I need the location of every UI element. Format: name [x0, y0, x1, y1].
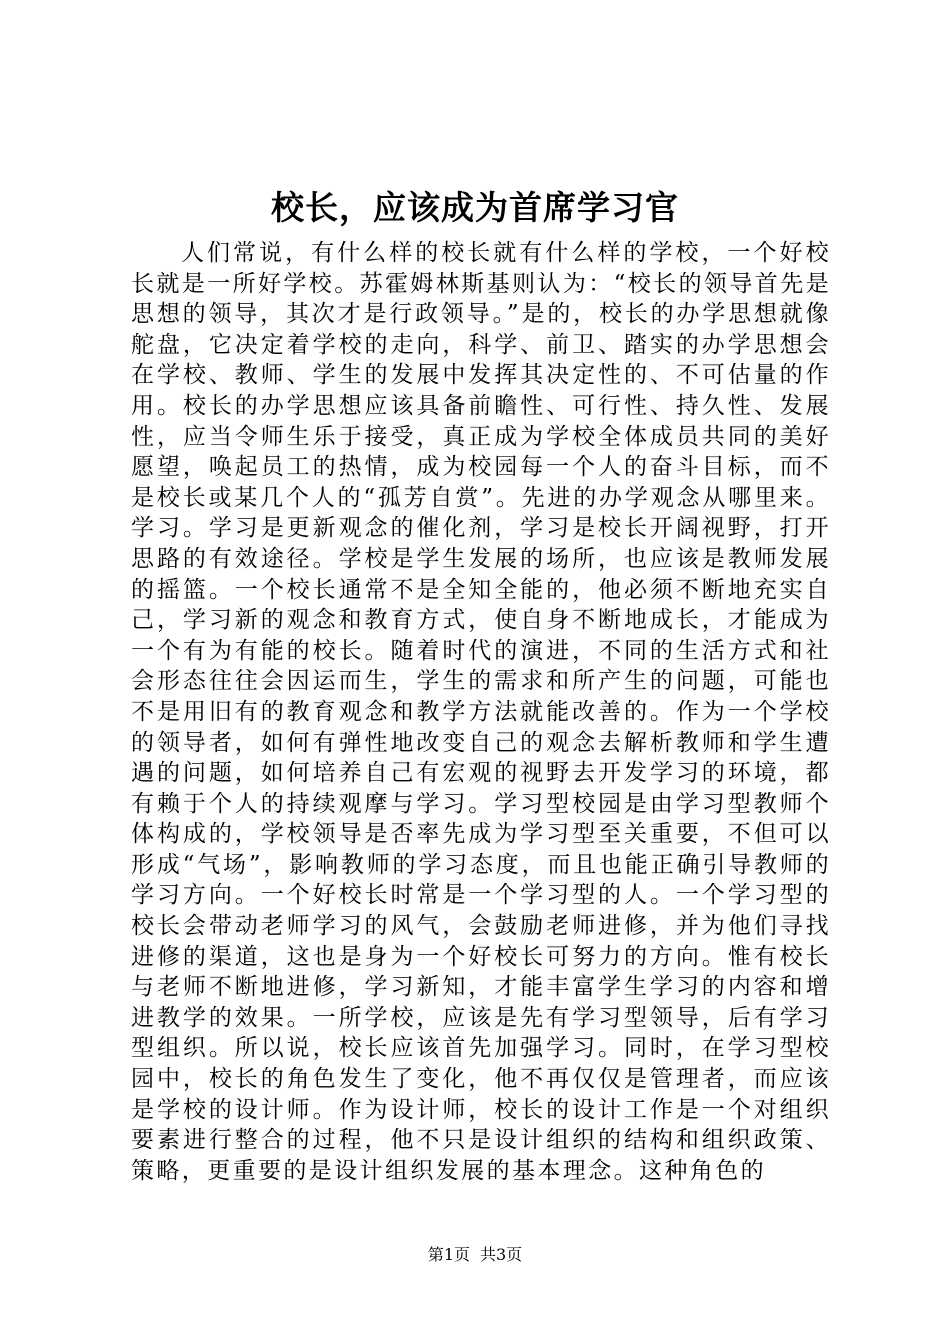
page-number: 第1页: [427, 1245, 470, 1264]
body-paragraph: 人们常说，有什么样的校长就有什么样的学校，一个好校长就是一所好学校。苏霍姆林斯基则认为：“校长的领导首先是思想的领导，其次才是行政领导。”是的，校长的办学思想就像舵盘，它决定着学校的走向，科学、前卫、踏实的办学思想会在学校、教师、学生的发展中发挥其决定性的、不可估量的作用。校长的办学思想应该具备前瞻性、可行性、持久性、发展性，应当令师生乐于接受，真正成为学校全体成员共同的美好愿望，唤起员工的热情，成为校园每一个人的奋斗目标，而不是校长或某几个人的“孤芳自赏”。先进的办学观念从哪里来。学习。学习是更新观念的催化剂，学习是校长开阔视野，打开思路的有效途径。学校是学生发展的场所，也应该是教师发展的摇篮。一个校长通常不是全知全能的，他必须不断地充实自己，学习新的观念和教育方式，使自身不断地成长，才能成为一个有为有能的校长。随着时代的演进，不同的生活方式和社会形态往往会因运而生，学生的需求和所产生的问题，可能也不是用旧有的教育观念和教学方法就能改善的。作为一个学校的领导者，如何有弹性地改变自己的观念去解析教师和学生遭遇的问题，如何培养自己有宏观的视野去开发学习的环境，都有赖于个人的持续观摩与学习。学习型校园是由学习型教师个体构成的，学校领导是否率先成为学习型至关重要，不但可以形成“气场”，影响教师的学习态度，而且也能正确引导教师的学习方向。一个好校长时常是一个学习型的人。一个学习型的校长会带动老师学习的风气，会鼓励老师进修，并为他们寻找进修的渠道，这也是身为一个好校长可努力的方向。惟有校长与老师不断地进修，学习新知，才能丰富学生学习的内容和增进教学的效果。一所学校，应该是先有学习型领导，后有学习型组织。所以说，校长应该首先加强学习。同时，在学习型校园中，校长的角色发生了变化，他不再仅仅是管理者，而应该是学校的设计师。作为设计师，校长的设计工作是一个对组织要素进行整合的过程，他不只是设计组织的结构和组织政策、策略，更重要的是设计组织发展的基本理念。这种角色的: [131, 240, 831, 1184]
page-footer: [0, 1244, 950, 1266]
document-title: 校长，应该成为首席学习官: [271, 188, 679, 227]
page-total: 共3页: [480, 1245, 523, 1264]
